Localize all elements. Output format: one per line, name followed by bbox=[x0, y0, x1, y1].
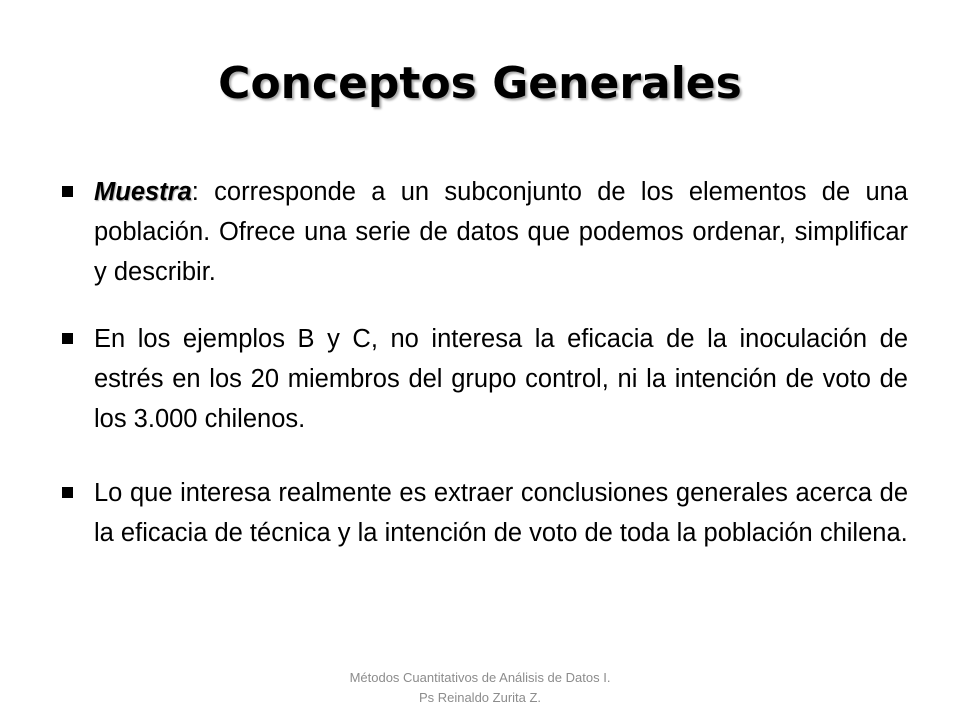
bullet-text: : corresponde a un subconjunto de los elementos de una población. Ofrece una serie de datos que podemos ordenar, simplificar y describir. bbox=[94, 178, 908, 286]
bullet-list bbox=[60, 172, 908, 553]
bullet-item-ejemplos bbox=[60, 319, 908, 439]
bullet-text: En los ejemplos B y C, no interesa la eficacia de la inoculación de estrés en los 20 miembros del grupo control, ni la intención de voto de los 3.000 chilenos. bbox=[94, 325, 908, 433]
bullet-term: Muestra bbox=[94, 178, 192, 206]
slide-title: Conceptos Generales bbox=[218, 58, 742, 109]
square-bullet-icon bbox=[62, 487, 73, 498]
footer-course: Métodos Cuantitativos de Análisis de Datos I. bbox=[349, 670, 611, 685]
bullet-item-conclusiones bbox=[60, 473, 908, 553]
slide-footer bbox=[0, 668, 960, 708]
square-bullet-icon bbox=[62, 333, 73, 344]
square-bullet-icon bbox=[62, 186, 73, 197]
footer-author: Ps Reinaldo Zurita Z. bbox=[418, 690, 542, 705]
bullet-item-muestra bbox=[60, 172, 908, 292]
bullet-text: Lo que interesa realmente es extraer conclusiones generales acerca de la eficacia de técnica y la intención de voto de toda la población chilena. bbox=[94, 479, 908, 547]
